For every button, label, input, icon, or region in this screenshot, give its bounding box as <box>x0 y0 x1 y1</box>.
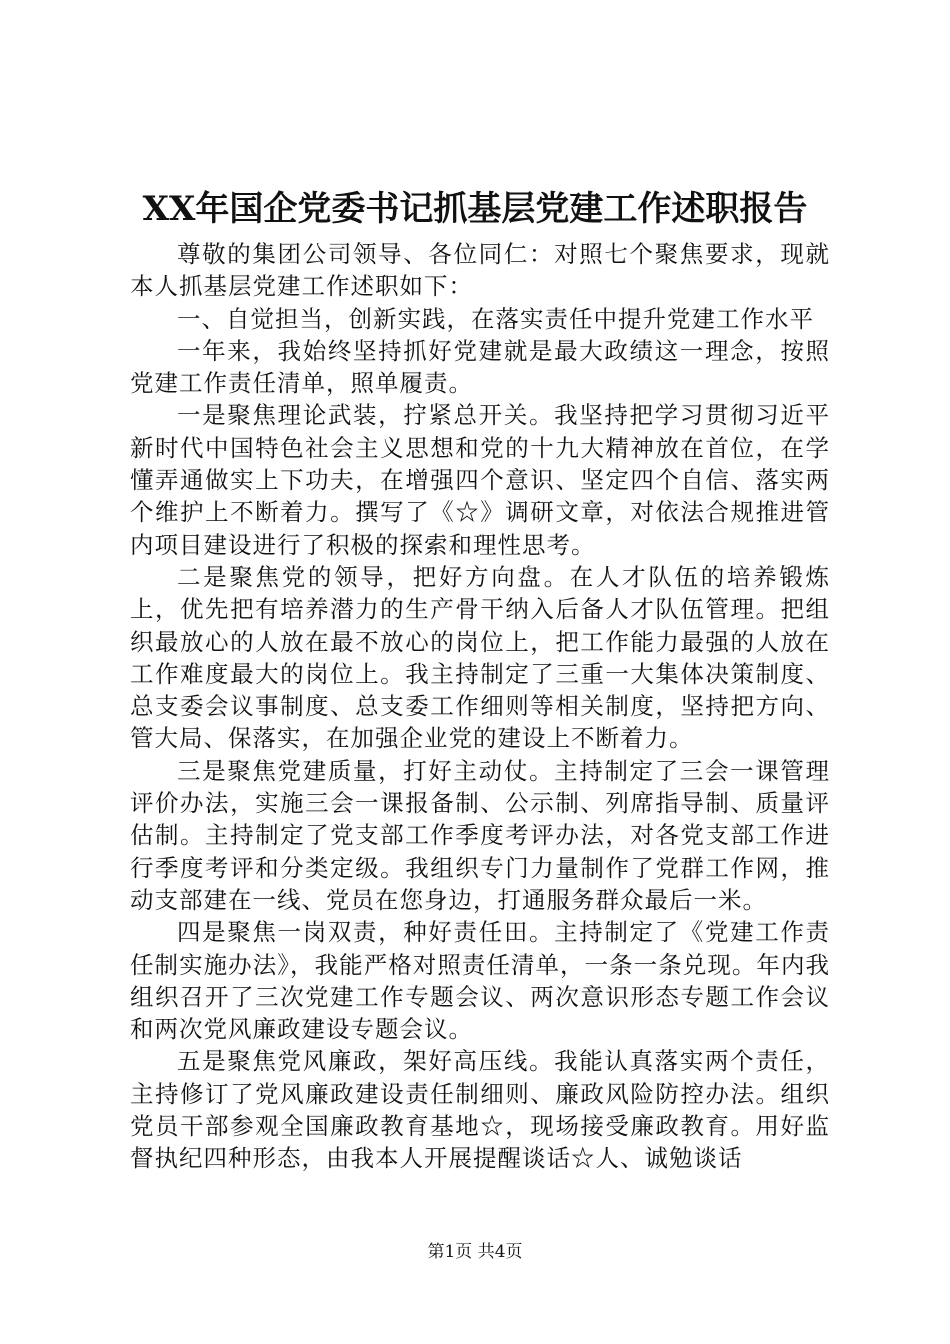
document-body <box>130 238 830 1175</box>
page-number-footer: 第1页 共4页 <box>427 1242 523 1262</box>
paragraph-greeting: 尊敬的集团公司领导、各位同仁：对照七个聚焦要求，现就本人抓基层党建工作述职如下： <box>130 240 830 301</box>
paragraph-section-heading: 一、自觉担当，创新实践，在落实责任中提升党建工作水平 <box>177 304 814 333</box>
paragraph-overview: 一年来，我始终坚持抓好党建就是最大政绩这一理念，按照党建工作责任清单，照单履责。 <box>130 336 830 398</box>
paragraph-point-3: 三是聚焦党建质量，打好主动仗。主持制定了三会一课管理评价办法，实施三会一课报备制、公示制、列席指导制、质量评估制。主持制定了党支部工作季度考评办法，对各党支部工作进行季度考评和分类定级。我组织专门力量制作了党群工作网，推动支部建在一线、党员在您身边，打通服务群众最后一米。 <box>130 756 830 914</box>
paragraph-point-4: 四是聚焦一岗双责，种好责任田。主持制定了《党建工作责任制实施办法》，我能严格对照责任清单，一条一条兑现。年内我组织召开了三次党建工作专题会议、两次意识形态专题工作会议和两次党风廉政建设专题会议。 <box>130 918 830 1044</box>
paragraph-point-5: 五是聚焦党风廉政，架好高压线。我能认真落实两个责任，主持修订了党风廉政建设责任制细则、廉政风险防控办法。组织党员干部参观全国廉政教育基地☆，现场接受廉政教育。用好监督执纪四种形态，由我本人开展提醒谈话☆人、诚勉谈话 <box>130 1047 830 1173</box>
document-title: XX年国企党委书记抓基层党建工作述职报告 <box>142 189 808 229</box>
paragraph-point-2: 二是聚焦党的领导，把好方向盘。在人才队伍的培养锻炼上，优先把有培养潜力的生产骨干纳入后备人才队伍管理。把组织最放心的人放在最不放心的岗位上，把工作能力最强的人放在工作难度最大的岗位上。我主持制定了三重一大集体决策制度、总支委会议事制度、总支委工作细则等相关制度，坚持把方向、管大局、保落实，在加强企业党的建设上不断着力。 <box>130 562 830 753</box>
paragraph-point-1: 一是聚焦理论武装，拧紧总开关。我坚持把学习贯彻习近平新时代中国特色社会主义思想和党的十九大精神放在首位，在学懂弄通做实上下功夫，在增强四个意识、坚定四个自信、落实两个维护上不断着力。撰写了《☆》调研文章，对依法合规推进管内项目建设进行了积极的探索和理性思考。 <box>130 401 830 559</box>
